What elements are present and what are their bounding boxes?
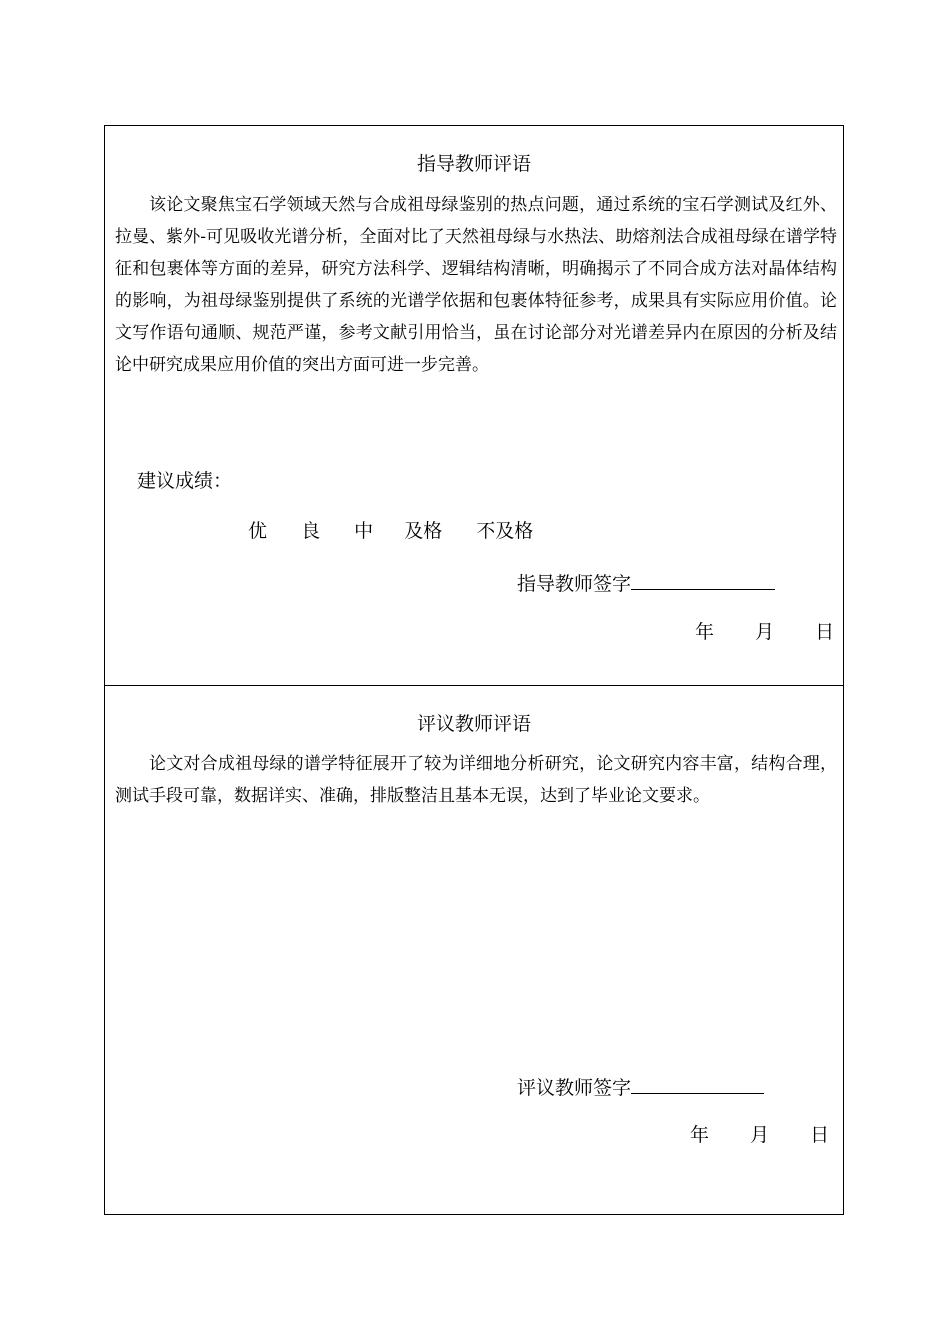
reviewer-date-day: 日 — [810, 1124, 830, 1146]
advisor-signature-field[interactable] — [631, 569, 775, 590]
reviewer-comment-section — [105, 686, 843, 1214]
reviewer-date-year: 年 — [690, 1124, 710, 1146]
advisor-signature-row — [517, 569, 775, 596]
reviewer-signature-field[interactable] — [631, 1073, 764, 1094]
grade-option-excellent[interactable]: 优 — [248, 520, 268, 542]
suggested-grade-label: 建议成绩： — [137, 470, 233, 492]
advisor-date-day: 日 — [815, 621, 835, 643]
grade-option-medium[interactable]: 中 — [354, 520, 374, 542]
reviewer-signature-row — [517, 1073, 764, 1100]
reviewer-comment-text: 论文对合成祖母绿的谱学特征展开了较为详细地分析研究，论文研究内容丰富，结构合理，测试手段可靠，数据详实、准确，排版整洁且基本无误，达到了毕业论文要求。 — [115, 754, 837, 806]
advisor-comment-text: 该论文聚焦宝石学领域天然与合成祖母绿鉴别的热点问题，通过系统的宝石学测试及红外、拉曼、紫外-可见吸收光谱分析，全面对比了天然祖母绿与水热法、助熔剂法合成祖母绿在谱学特征和包裹体等方面的差异，研究方法科学、逻辑结构清晰，明确揭示了不同合成方法对晶体结构的影响，为祖母绿鉴别提供了系统的光谱学依据和包裹体特征参考，成果具有实际应用价值。论文写作语句通顺、规范严谨，参考文献引用恰当，虽在讨论部分对光谱差异内在原因的分析及结论中研究成果应用价值的突出方面可进一步完善。 — [115, 195, 837, 375]
grade-option-good[interactable]: 良 — [301, 520, 321, 542]
grade-option-pass[interactable]: 及格 — [404, 520, 443, 542]
evaluation-form — [104, 125, 844, 1215]
advisor-section-title: 指导教师评语 — [416, 153, 531, 175]
reviewer-section-title: 评议教师评语 — [416, 713, 531, 735]
advisor-date-row — [695, 620, 834, 644]
advisor-comment-section — [105, 126, 843, 686]
advisor-date-month: 月 — [755, 621, 775, 643]
reviewer-signature-label: 评议教师签字 — [517, 1077, 632, 1099]
reviewer-date-row — [690, 1123, 829, 1147]
grade-option-fail[interactable]: 不及格 — [476, 520, 534, 542]
advisor-signature-label: 指导教师签字 — [517, 573, 632, 595]
grade-options — [248, 519, 533, 543]
advisor-date-year: 年 — [695, 621, 715, 643]
reviewer-date-month: 月 — [750, 1124, 770, 1146]
